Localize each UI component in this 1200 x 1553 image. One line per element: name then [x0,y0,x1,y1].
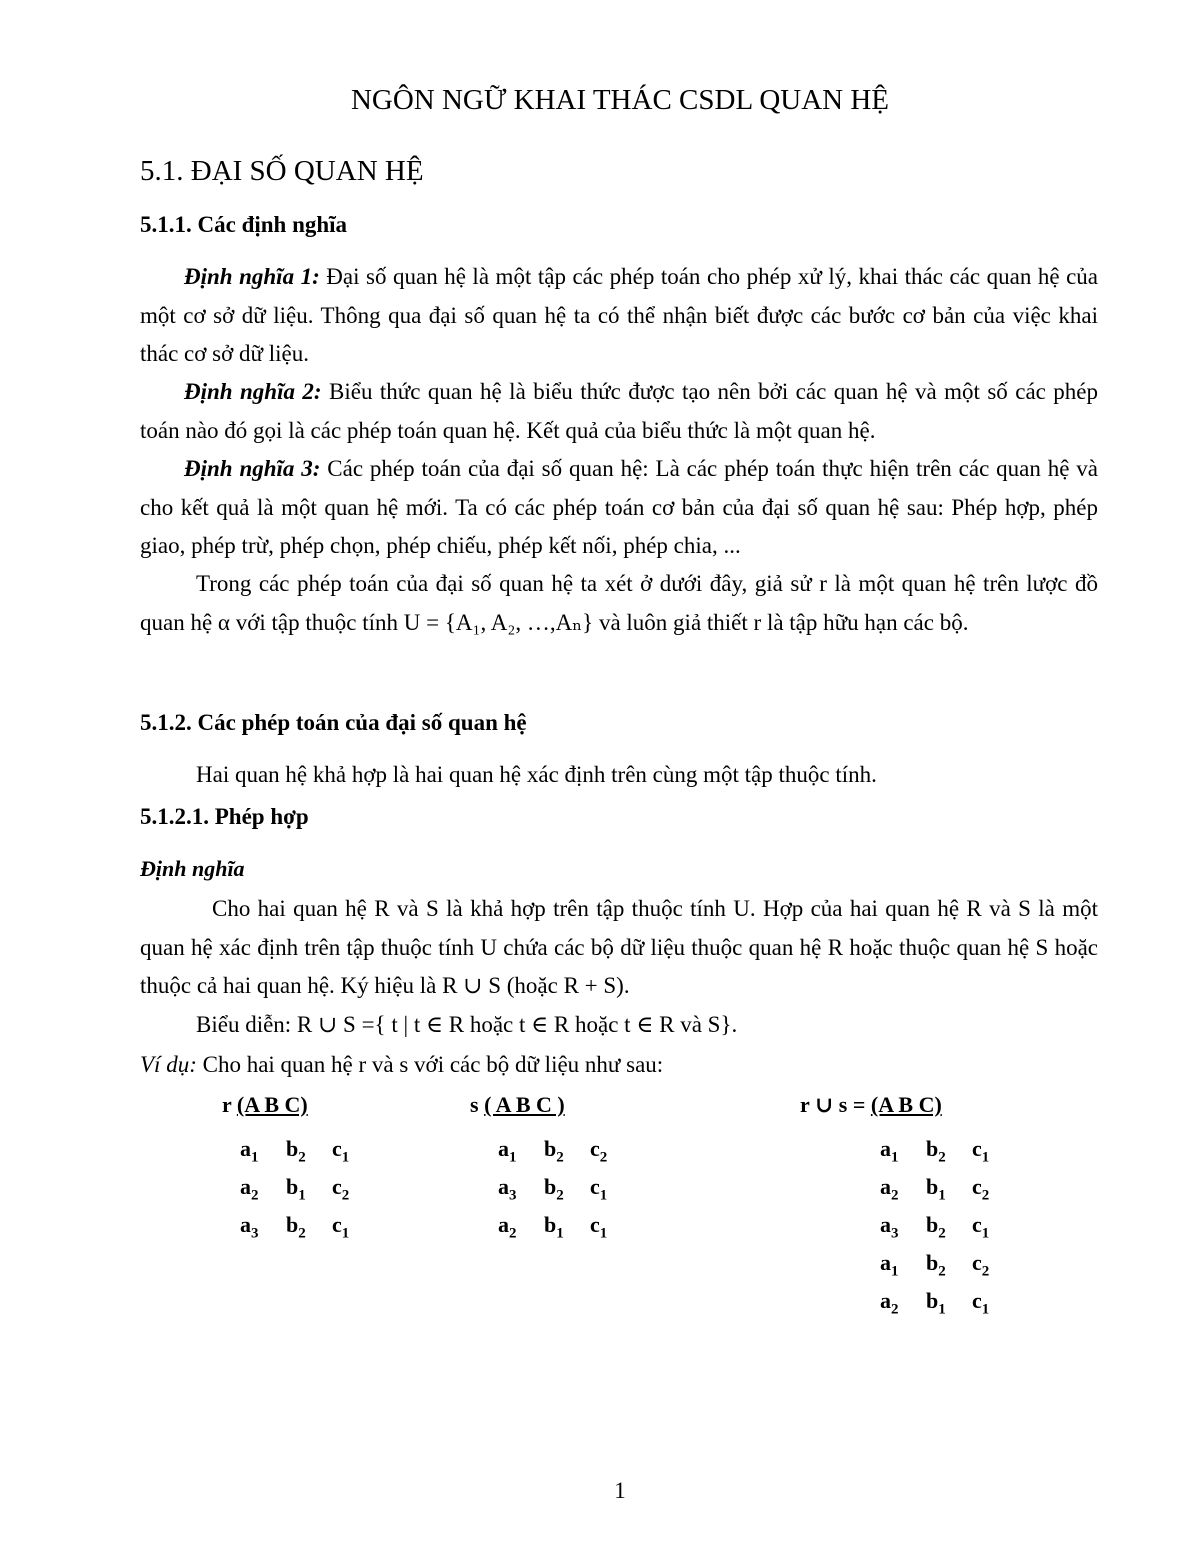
table-union-header [800,1092,942,1118]
document-title: NGÔN NGỮ KHAI THÁC CSDL QUAN HỆ [350,84,890,116]
tuple-row [880,1288,1018,1326]
tuple-cell: $a_2$ [240,1174,259,1204]
tuple-row [880,1136,1018,1174]
tuple-row [240,1136,378,1174]
union-definition: Cho hai quan hệ R và S là khả hợp trên tập thuộc tính U. Hợp của hai quan hệ R và S là một quan hệ xác định trên tập thuộc tính U chứa các bộ dữ liệu thuộc quan hệ R hoặc thuộc quan hệ S hoặc thuộc cả hai quan hệ. Ký hiệu là R ∪ S (hoặc R + S). [140,896,1098,998]
union-representation: Biểu diễn: R ∪ S ={ t | t ∈ R hoặc t ∈ R hoặc t ∈ R và S}. [196,1012,738,1037]
subsection-heading-union: 5.1.2.1. Phép hợp [140,804,309,829]
tuple-cell: $b_2$ [544,1136,564,1166]
tuple-cell: $a_1$ [240,1136,259,1166]
compatibility-text: Hai quan hệ khả hợp là hai quan hệ xác định trên cùng một tập thuộc tính. [196,762,877,787]
table-r-name: r [222,1092,237,1117]
tuple-row [880,1250,1018,1288]
table-s-columns: ( A B C ) [484,1092,565,1117]
definition-1-text: Đại số quan hệ là một tập các phép toán cho phép xử lý, khai thác các quan hệ của một cơ sở dữ liệu. Thông qua đại số quan hệ ta có thể nhận biết được các bước cơ bản của việc khai thác cơ sở dữ liệu. [140,264,1099,366]
tuple-row [498,1212,636,1250]
tuple-cell: $a_3$ [240,1212,259,1242]
tuple-cell: $b_2$ [926,1136,946,1166]
tuple-cell: $a_1$ [880,1250,899,1280]
table-r-columns: (A B C) [236,1092,308,1117]
example-line [140,1052,663,1078]
tuple-cell: $c_2$ [590,1136,608,1166]
example-text: Cho hai quan hệ r và s với các bộ dữ liệu như sau: [196,1052,664,1077]
section-heading: 5.1. ĐẠI SỐ QUAN HỆ [140,155,424,187]
table-r-header [222,1092,308,1118]
tuple-cell: $b_2$ [926,1212,946,1242]
tuple-cell: $c_1$ [332,1136,350,1166]
tuple-cell: $a_1$ [498,1136,517,1166]
intro-paragraph: Trong các phép toán của đại số quan hệ ta xét ở dưới đây, giả sử r là một quan hệ trên lược đồ quan hệ α với tập thuộc tính U = {A₁, A₂, …,Aₙ} và luôn giả thiết r là tập hữu hạn các bộ. [140,571,1098,635]
table-s-name: s [470,1092,485,1117]
tuple-row [498,1174,636,1212]
tuple-cell: $c_1$ [972,1212,990,1242]
definition-label: Định nghĩa [140,856,245,881]
tuple-cell: $a_3$ [880,1212,899,1242]
tuple-cell: $a_1$ [880,1136,899,1166]
tuple-cell: $a_2$ [880,1288,899,1318]
tuple-cell: $a_2$ [498,1212,517,1242]
definition-3-text: Các phép toán của đại số quan hệ: Là các phép toán thực hiện trên các quan hệ và cho kết quả là một quan hệ mới. Ta có các phép toán cơ bản của đại số quan hệ sau: Phép hợp, phép giao, phép trừ, phép chọn, phép chiếu, phép kết nối, phép chia, ... [140,456,1098,558]
example-label: Ví dụ: [140,1052,197,1077]
subsection-heading-operations: 5.1.2. Các phép toán của đại số quan hệ [140,710,527,735]
table-union-columns: (A B C) [870,1092,942,1117]
tuple-cell: $b_1$ [544,1212,564,1242]
tuple-cell: $b_1$ [286,1174,306,1204]
tuple-cell: $b_2$ [286,1136,306,1166]
tuple-cell: $c_2$ [972,1174,990,1204]
subsection-heading-definitions: 5.1.1. Các định nghĩa [140,212,348,237]
definition-2 [140,373,1098,450]
table-s-header [470,1092,565,1118]
tuple-row [240,1212,378,1250]
tuple-cell: $b_2$ [926,1250,946,1280]
tuple-cell: $b_1$ [926,1288,946,1318]
tuple-row [498,1136,636,1174]
definition-3-label: Định nghĩa 3: [184,456,321,481]
table-s-body [498,1136,636,1250]
table-union-body [880,1136,1018,1326]
tuple-row [880,1212,1018,1250]
definition-3 [140,450,1098,566]
tuple-cell: $c_1$ [590,1212,608,1242]
tuple-cell: $b_2$ [286,1212,306,1242]
tuple-row [880,1174,1018,1212]
tuple-cell: $c_1$ [332,1212,350,1242]
tuple-cell: $c_1$ [972,1288,990,1318]
table-union-name: r ∪ s = [800,1092,871,1117]
tuple-cell: $a_2$ [880,1174,899,1204]
definition-2-text: Biểu thức quan hệ là biểu thức được tạo nên bởi các quan hệ và một số các phép toán nào đó gọi là các phép toán quan hệ. Kết quả của biểu thức là một quan hệ. [140,379,1099,443]
tuple-cell: $c_1$ [972,1136,990,1166]
tuple-cell: $c_1$ [590,1174,608,1204]
tuple-cell: $b_1$ [926,1174,946,1204]
definition-1-label: Định nghĩa 1: [184,264,320,289]
tuple-cell: $a_3$ [498,1174,517,1204]
page-number: 1 [614,1478,626,1503]
definition-2-label: Định nghĩa 2: [184,379,322,404]
tuple-cell: $c_2$ [332,1174,350,1204]
tuple-cell: $b_2$ [544,1174,564,1204]
table-r-body [240,1136,378,1250]
tuple-row [240,1174,378,1212]
tuple-cell: $c_2$ [972,1250,990,1280]
definition-1 [140,258,1098,374]
